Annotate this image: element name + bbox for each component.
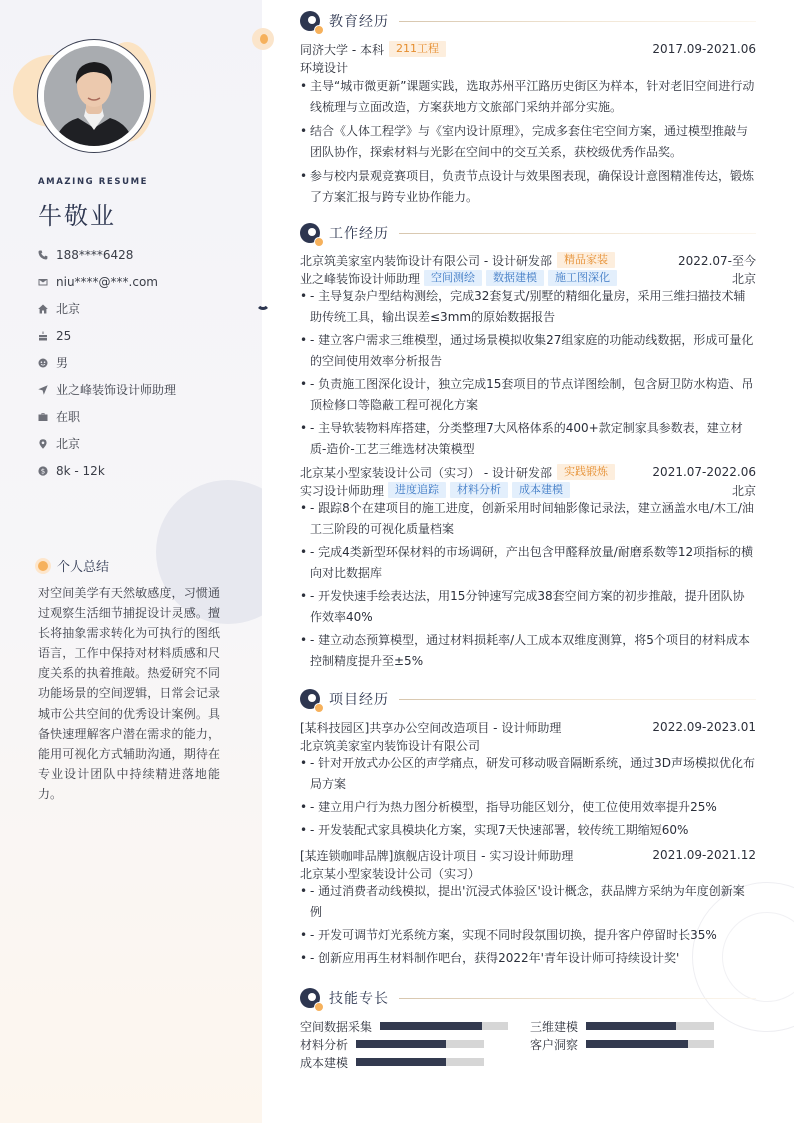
list-item: • - 建立动态预算模型，通过材料损耗率/人工成本双维度测算，将5个项目的材料成本控制精度提升至±5% (300, 630, 756, 672)
list-item: • - 完成4类新型环保材料的市场调研，产出包含甲醛释放量/耐磨系数等12项指标的横向对比数据库 (300, 542, 756, 584)
section-heading-education (300, 10, 756, 32)
list-item: • 结合《人体工程学》与《室内设计原理》，完成多套住宅空间方案，通过模型推敲与团队协作，探索材料与光影在空间中的交互关系，获校级优秀作品奖。 (300, 121, 756, 163)
project-company-row (300, 864, 756, 882)
section-heading-projects (300, 688, 756, 710)
job-tag: 精品家装 (557, 252, 615, 268)
list-item: • - 开发快速手绘表达法，用15分钟速写完成38套空间方案的初步推敲，提升团队协作效率40% (300, 586, 756, 628)
job-period: 2022.07-至今 (678, 253, 756, 268)
avatar-frame (37, 39, 151, 153)
home-icon (38, 304, 56, 314)
section-badge-icon (300, 689, 320, 709)
skill-tag: 施工图深化 (548, 270, 617, 286)
list-item: • - 建立客户需求三维模型，通过场景模拟收集27组家庭的功能动线数据，形成可量化的空间使用效率分析报告 (300, 330, 756, 372)
skill-tag: 空间测绘 (424, 270, 482, 286)
job-period: 2021.07-2022.06 (652, 465, 756, 479)
skill-item (300, 1035, 484, 1053)
summary-title: 个人总结 (57, 560, 110, 575)
info-value: niu****@***.com (56, 274, 158, 289)
skill-label: 三维建模 (530, 1019, 579, 1034)
skill-bar-fill (380, 1022, 482, 1030)
skill-bar (356, 1040, 484, 1048)
list-item: • - 针对开放式办公区的声学痛点，研发可移动吸音隔断系统，通过3D声场模拟优化布局方案 (300, 753, 756, 795)
bullet-dot-icon (38, 561, 48, 571)
contact-info-list (38, 241, 176, 484)
job-role: 实习设计师助理 (300, 483, 385, 498)
phone-icon (38, 250, 56, 260)
project-bullets (300, 753, 756, 843)
avatar (44, 46, 144, 146)
target-position-icon (38, 385, 56, 395)
school-name: 同济大学 - 本科 (300, 42, 384, 57)
svg-text:$: $ (40, 467, 46, 475)
section-title: 工作经历 (329, 226, 389, 242)
info-target-position (38, 376, 176, 403)
project-period: 2022.09-2023.01 (652, 720, 756, 734)
list-item: • - 主导复杂户型结构测绘，完成32套复式/别墅的精细化量房，采用三维扫描技术辅助传统工具，输出误差≤3mm的原始数据报告 (300, 286, 756, 328)
skill-item (300, 1017, 508, 1035)
project-company: 北京某小型家装设计公司（实习） (300, 866, 481, 881)
job-header (300, 251, 756, 269)
list-item: • - 主导软装物料库搭建，分类整理7大风格体系的400+款定制家具参数表，建立材质-造价-工艺三维选材决策模型 (300, 418, 756, 460)
info-gender (38, 349, 176, 376)
avatar-photo (44, 46, 144, 146)
skill-bar (356, 1058, 484, 1066)
section-divider (399, 699, 756, 700)
skill-item (300, 1053, 484, 1071)
section-badge-icon (300, 223, 320, 243)
info-status (38, 403, 176, 430)
info-phone (38, 241, 176, 268)
skill-bar-fill (356, 1058, 446, 1066)
skill-bar (586, 1040, 714, 1048)
section-title: 项目经历 (329, 692, 389, 708)
section-heading-work (300, 222, 756, 244)
job-bullets (300, 286, 756, 462)
project-period: 2021.09-2021.12 (652, 848, 756, 862)
job-header (300, 463, 756, 481)
list-item: • - 负责施工图深化设计，独立完成15套项目的节点详图绘制，包含厨卫防水构造、吊顶检修口等隐蔽工程可视化方案 (300, 374, 756, 416)
section-divider (399, 998, 756, 999)
skill-bar-fill (586, 1040, 688, 1048)
education-major-row (300, 58, 756, 76)
major: 环境设计 (300, 60, 349, 75)
skill-tag: 数据建模 (486, 270, 544, 286)
section-title: 教育经历 (329, 14, 389, 30)
section-badge-icon (300, 11, 320, 31)
job-role-row (300, 269, 756, 287)
info-value: 25 (56, 328, 72, 343)
section-heading-skills (300, 987, 756, 1009)
project-header (300, 718, 756, 736)
job-company: 北京某小型家装设计公司（实习） - 设计研发部 (300, 465, 552, 480)
info-email (38, 268, 176, 295)
skill-tag: 材料分析 (450, 482, 508, 498)
info-value: 业之峰装饰设计师助理 (56, 383, 177, 397)
list-item: • - 创新应用再生材料制作吧台，获得2022年'青年设计师可持续设计奖' (300, 948, 756, 969)
info-value: 8k - 12k (56, 463, 105, 478)
info-value: 188****6428 (56, 247, 134, 262)
skill-label: 材料分析 (300, 1037, 349, 1052)
skill-label: 成本建模 (300, 1055, 349, 1070)
cake-icon (38, 331, 56, 341)
briefcase-icon (38, 412, 56, 422)
skill-label: 客户洞察 (530, 1037, 579, 1052)
gender-icon (38, 358, 56, 368)
school-tag: 211工程 (389, 41, 446, 57)
education-header (300, 40, 756, 58)
project-header (300, 846, 756, 864)
job-bullets (300, 498, 756, 674)
skill-item (530, 1035, 714, 1053)
list-item: • 主导“城市微更新”课题实践，选取苏州平江路历史街区为样本，针对老旧空间进行动线梳理与立面改造，方案获地方文旅部门采纳并部分实施。 (300, 76, 756, 118)
project-company-row (300, 736, 756, 754)
location-pin-icon (38, 439, 56, 449)
skill-bar (586, 1022, 714, 1030)
info-value: 北京 (56, 437, 81, 451)
job-role-row (300, 481, 756, 499)
project-bullets (300, 881, 756, 971)
list-item: • - 通过消费者动线模拟，提出'沉浸式体验区'设计概念，获品牌方采纳为年度创新案例 (300, 881, 756, 923)
salary-icon (38, 466, 56, 476)
education-bullets (300, 76, 756, 211)
skill-bar-fill (356, 1040, 446, 1048)
section-divider (399, 233, 756, 234)
section-badge-icon (300, 988, 320, 1008)
section-title: 技能专长 (329, 991, 389, 1007)
job-city: 北京 (731, 483, 756, 498)
list-item: • - 建立用户行为热力图分析模型，指导功能区划分，使工位使用效率提升25% (300, 797, 756, 818)
education-period: 2017.09-2021.06 (652, 42, 756, 56)
decorative-arc (256, 296, 270, 310)
project-name: [某连锁咖啡品牌]旗舰店设计项目 - 实习设计师助理 (300, 848, 574, 863)
project-name: [某科技园区]共享办公空间改造项目 - 设计师助理 (300, 720, 562, 735)
brand-label: AMAZING RESUME (38, 177, 149, 187)
info-home (38, 295, 176, 322)
info-value: 在职 (56, 410, 81, 424)
sidebar (0, 0, 262, 1123)
project-company: 北京筑美家室内装饰设计有限公司 (300, 738, 481, 753)
summary-heading (38, 556, 109, 575)
job-role: 业之峰装饰设计师助理 (300, 271, 421, 286)
list-item: • - 跟踪8个在建项目的施工进度，创新采用时间轴影像记录法，建立涵盖水电/木工/油工三阶段的可视化质量档案 (300, 498, 756, 540)
job-tag: 实践锻炼 (557, 464, 615, 480)
decorative-dot (252, 28, 274, 50)
candidate-name: 牛敬业 (38, 202, 116, 230)
skill-bar (380, 1022, 508, 1030)
list-item: • - 开发可调节灯光系统方案，实现不同时段氛围切换，提升客户停留时长35% (300, 925, 756, 946)
skill-tag: 进度追踪 (388, 482, 446, 498)
mail-icon (38, 277, 56, 287)
info-city (38, 430, 176, 457)
info-value: 北京 (56, 302, 81, 316)
info-value: 男 (56, 356, 69, 370)
list-item: • 参与校内景观竞赛项目，负责节点设计与效果图表现，确保设计意图精准传达，锻炼了方案汇报与跨专业协作能力。 (300, 166, 756, 208)
list-item: • - 开发装配式家具模块化方案，实现7天快速部署，较传统工期缩短60% (300, 820, 756, 841)
summary-text: 对空间美学有天然敏感度，习惯通过观察生活细节捕捉设计灵感。擅长将抽象需求转化为可执行的图纸语言，工作中保持对材料质感和尺度关系的执着推敲。热爱研究不同功能场景的空间逻辑，日常会记录城市公共空间的优秀设计案例。具备快速理解客户潜在需求的能力，能用可视化方式辅助沟通，期待在专业设计团队中持续精进落地能力。 (38, 586, 220, 801)
job-city: 北京 (731, 271, 756, 286)
job-company: 北京筑美家室内装饰设计有限公司 - 设计研发部 (300, 253, 552, 268)
section-divider (399, 21, 756, 22)
info-age (38, 322, 176, 349)
skill-bar-fill (586, 1022, 676, 1030)
skill-tag: 成本建模 (512, 482, 570, 498)
info-salary (38, 457, 176, 484)
skill-item (530, 1017, 714, 1035)
skill-label: 空间数据采集 (300, 1019, 373, 1034)
